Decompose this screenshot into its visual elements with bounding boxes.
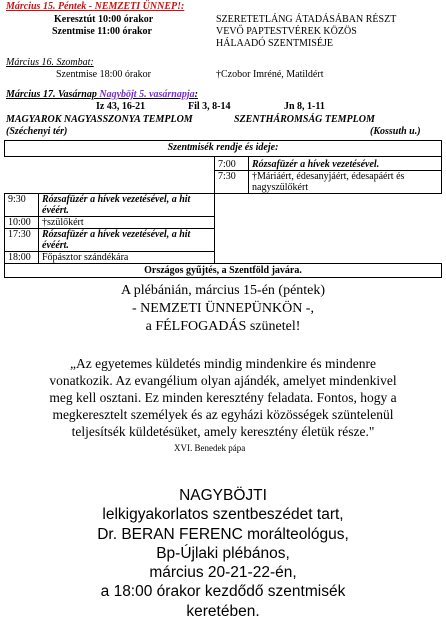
reading-2: Fil 3, 8-14 xyxy=(188,101,231,112)
march15-desc-3: HÁLAADÓ SZENTMISÉJE xyxy=(216,38,333,49)
lent-line-7: keretében. xyxy=(186,602,260,620)
lent-line-1: NAGYBÖJTI xyxy=(179,487,267,504)
lent-line-4: Bp-Újlaki plébános, xyxy=(156,544,290,562)
schedule-footer: Országos gyűjtés, a Szentföld javára. xyxy=(5,264,442,278)
church-right-location: (Kossuth u.) xyxy=(370,126,421,137)
reading-1: Iz 43, 16-21 xyxy=(96,101,146,112)
schedule-time: 10:00 xyxy=(5,217,39,229)
schedule-header: Szentmisék rendje és ideje: xyxy=(5,141,442,157)
schedule-time: 9:30 xyxy=(5,194,39,217)
march16-heading: Március 16. Szombat: xyxy=(6,57,94,68)
march16-mass: Szentmise 18:00 órakor xyxy=(56,69,151,80)
table-row xyxy=(5,157,442,171)
march16-intention: †Czobor Imréné, Matildért xyxy=(216,69,324,80)
lent-retreat xyxy=(0,486,446,621)
march15-date: Március 15. Péntek - xyxy=(6,1,95,12)
lent-line-3: Dr. BERAN FERENC morálteológus, xyxy=(97,525,349,543)
notice-line-2: - NEMZETI ÜNNEPÜNKÖN -, xyxy=(132,301,314,316)
schedule-text: †Máriáért, édesanyjáért, édesapáért és nagyszülőkért xyxy=(249,171,442,194)
schedule-time: 17:30 xyxy=(5,229,39,252)
march15-keresztut: Keresztút 10:00 órakor xyxy=(54,14,154,25)
march17-heading-suffix: : xyxy=(194,89,198,100)
quote-line-4: megkeresztelt személyek és az egyházi közösségek szüntelenül xyxy=(52,407,394,422)
quote-line-5: teljesítsék küldetésüket, amely keresztény életük része." xyxy=(71,424,375,439)
quote-line-2: vonatkozik. Az evangélium olyan ajándék, amelyet mindenkivel xyxy=(49,373,397,388)
march15-mass: Szentmise 11:00 órakor xyxy=(52,26,152,37)
quote-line-1: „Az egyetemes küldetés mindig mindenkire és mindenre xyxy=(70,356,376,371)
schedule-text: Rózsafüzér a hívek vezetésével. xyxy=(249,157,442,171)
table-row xyxy=(5,171,442,194)
church-left-name: MAGYAROK NAGYASSZONYA TEMPLOM xyxy=(6,114,193,125)
notice xyxy=(0,282,446,336)
lent-line-5: március 20-21-22-én, xyxy=(149,564,297,582)
schedule-text: Rózsafüzér a hívek vezetésével, a hit évéért. xyxy=(39,194,215,217)
quote-author: XVI. Benedek pápa xyxy=(174,443,246,453)
schedule-text: Főpásztor szándékára xyxy=(39,252,215,264)
lent-line-2: lelkigyakorlatos szentbeszédet tart, xyxy=(102,506,344,524)
march15-desc-2: VEVŐ PAPTESTVÉREK KÖZÖS xyxy=(216,26,357,37)
march17-heading-prefix: Március 17. Vasárnap xyxy=(6,89,100,100)
schedule-time: 18:00 xyxy=(5,252,39,264)
table-row xyxy=(5,217,442,229)
mass-schedule-table xyxy=(4,140,442,278)
quote-line-3: meg kell osztani. Ez minden keresztény feladata. Fontos, hogy a xyxy=(49,390,397,405)
march17-heading xyxy=(6,89,198,101)
reading-3: Jn 8, 1-11 xyxy=(284,101,325,112)
church-right-name: SZENTHÁROMSÁG TEMPLOM xyxy=(234,114,375,125)
table-row xyxy=(5,194,442,217)
schedule-time: 7:30 xyxy=(215,171,249,194)
march15-heading xyxy=(6,1,184,13)
march15-desc-1: SZERETETLÁNG ÁTADÁSÁBAN RÉSZT xyxy=(216,14,397,25)
pope-quote xyxy=(0,355,446,440)
notice-line-1: A plébánián, március 15-én (péntek) xyxy=(120,283,326,298)
notice-line-3: a FÉLFOGADÁS szünetel! xyxy=(145,319,301,334)
table-row xyxy=(5,229,442,252)
march17-lent-link[interactable]: Nagyböjt 5. vasárnapja xyxy=(99,89,195,100)
lent-line-6: a 18:00 órakor kezdődő szentmisék xyxy=(100,583,346,601)
march15-holiday: NEMZETI ÜNNEP!: xyxy=(94,1,185,12)
church-left-location: (Széchenyi tér) xyxy=(6,126,68,137)
schedule-text: †szülőkért xyxy=(39,217,215,229)
schedule-text: Rózsafüzér a hívek vezetésével, a hit évéért. xyxy=(39,229,215,252)
table-row xyxy=(5,252,442,264)
schedule-time: 7:00 xyxy=(215,157,249,171)
